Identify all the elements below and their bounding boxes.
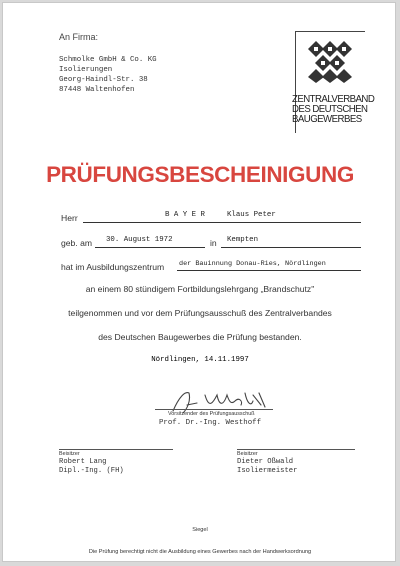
recipient-label: An Firma: [59,32,99,42]
center-value: der Bauinnung Donau-Ries, Nördlingen [179,260,326,268]
certificate-page [2,2,396,562]
assessor-1-line [59,449,173,450]
footer-note: Die Prüfung berechtigt nicht die Ausbildung eines Gewerbes nach der Handwerksordnung [88,549,312,555]
logo-wordmark [292,93,375,125]
firstname-value: Klaus Peter [227,211,276,219]
place-date: Nördlingen, 14.11.1997 [151,356,249,364]
chair-name: Prof. Dr.-Ing. Westhoff [159,419,262,427]
name-underline [83,222,361,223]
born-label: geb. am [61,238,93,248]
page-title: PRÜFUNGSBESCHEINIGUNG [46,162,354,187]
assessor-1-title: Dipl.-Ing. (FH) [59,467,124,475]
recipient-line-4: 87448 Waltenhofen [59,86,135,94]
center-underline [177,270,361,271]
logo-line-3: BAUGEWERBES [292,113,362,125]
birthplace-value: Kempten [227,236,259,244]
assessor-2-line [237,449,355,450]
course-line: an einem 80 stündigem Fortbildungslehrgang „Brandschutz" [85,284,315,294]
chair-line [155,409,273,410]
birthplace-underline [221,247,361,248]
exam-line: teilgenommen und vor dem Prüfungsausschuß des Zentralverbandes [68,308,332,318]
birthdate-value: 30. August 1972 [106,236,173,244]
assessor-2-name: Dieter Oßwald [237,458,294,466]
seal-label: Siegel [192,527,208,533]
zdb-logo-icon [304,39,352,83]
in-label: in [210,238,217,248]
recipient-line-1: Schmolke GmbH & Co. KG [59,56,157,64]
assessor-2-title: Isoliermeister [237,467,298,475]
center-label: hat im Ausbildungszentrum [61,262,165,272]
recipient-line-2: Isolierungen [59,66,113,74]
logo-line-2: DES DEUTSCHEN [292,103,368,115]
logo-line-1: ZENTRALVERBAND [292,93,375,105]
surname-value: B A Y E R [165,211,205,219]
assessor-1-name: Robert Lang [59,458,107,466]
assessor-1-caption: Beisitzer [59,451,80,457]
assessor-2-caption: Beisitzer [237,451,258,457]
birthdate-underline [95,247,205,248]
recipient-line-3: Georg-Haindl-Str. 38 [59,76,148,84]
chair-caption: Vorsitzender des Prüfungsausschuß [168,411,255,417]
herr-label: Herr [61,213,78,223]
passed-line: des Deutschen Baugewerbes die Prüfung bestanden. [98,332,302,342]
